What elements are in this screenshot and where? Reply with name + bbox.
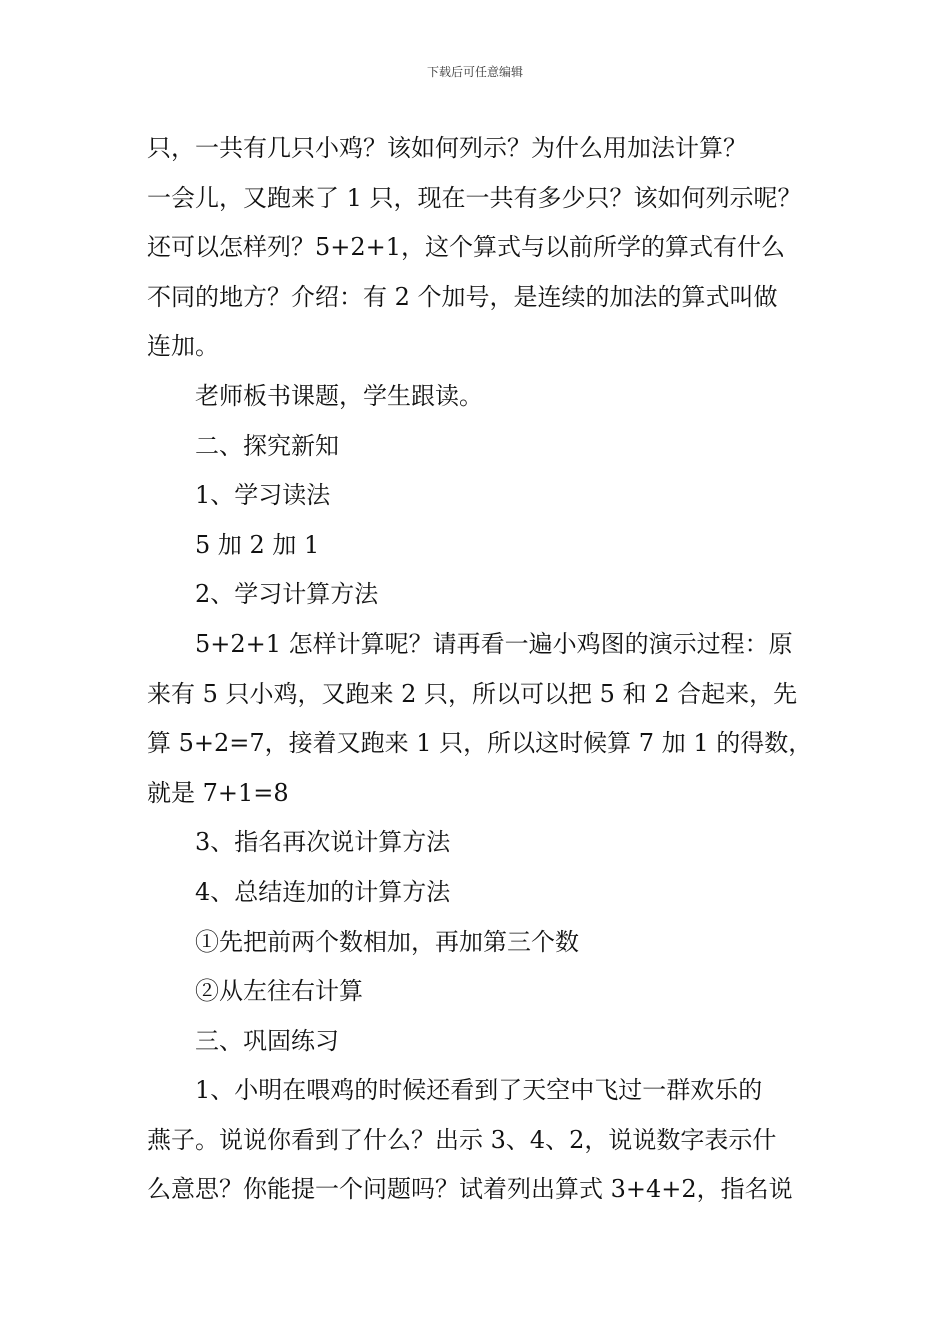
text-line: 么意思？你能提一个问题吗？试着列出算式 3+4+2，指名说	[147, 1175, 793, 1204]
text-line: 只，一共有几只小鸡？该如何列示？为什么用加法计算？	[147, 134, 747, 162]
text-line: 一会儿，又跑来了 1 只，现在一共有多少只？该如何列示呢？	[147, 183, 802, 212]
text-line: 燕子。说说你看到了什么？出示 3、4、2，说说数字表示什	[147, 1125, 777, 1154]
document-body	[147, 124, 817, 1215]
text-line: 5+2+1 怎样计算呢？请再看一遍小鸡图的演示过程：原	[195, 629, 793, 658]
text-line: 不同的地方？介绍：有 2 个加号，是连续的加法的算式叫做	[147, 282, 778, 311]
text-line: ②从左往右计算	[195, 977, 363, 1006]
text-line: 来有 5 只小鸡，又跑来 2 只，所以可以把 5 和 2 合起来，先	[147, 679, 798, 708]
text-line: 3、指名再次说计算方法	[195, 828, 451, 857]
text-line: 4、总结连加的计算方法	[195, 877, 451, 906]
text-line: 2、学习计算方法	[195, 580, 379, 609]
text-line: 连加。	[147, 332, 219, 361]
text-line: 就是 7+1=8	[147, 778, 289, 807]
text-line: 5 加 2 加 1	[195, 530, 320, 559]
text-line: ①先把前两个数相加，再加第三个数	[195, 927, 579, 956]
section-heading: 三、巩固练习	[195, 1026, 339, 1055]
text-line: 1、学习读法	[195, 481, 331, 510]
section-heading: 二、探究新知	[195, 431, 339, 460]
text-line: 老师板书课题，学生跟读。	[195, 381, 483, 410]
page-header: 下载后可任意编辑	[426, 65, 523, 79]
text-line: 1、小明在喂鸡的时候还看到了天空中飞过一群欢乐的	[195, 1076, 763, 1105]
text-line: 算 5+2=7，接着又跑来 1 只，所以这时候算 7 加 1 的得数，	[147, 729, 813, 758]
text-line: 还可以怎样列？5+2+1，这个算式与以前所学的算式有什么	[147, 233, 786, 262]
